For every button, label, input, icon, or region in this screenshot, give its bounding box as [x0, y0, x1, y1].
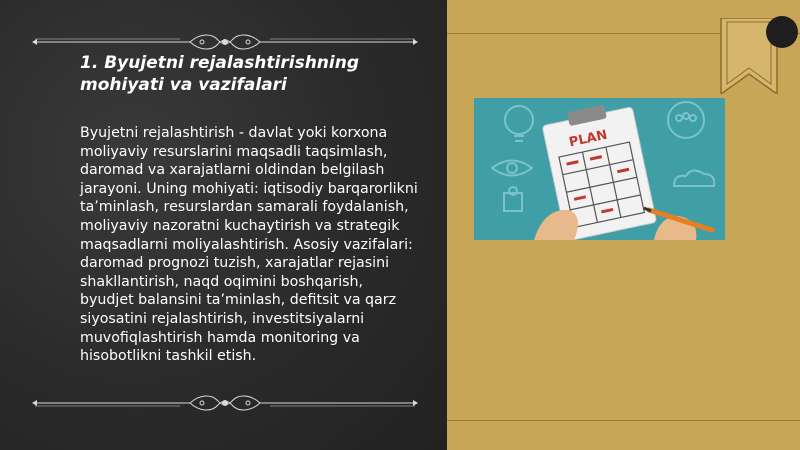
plan-illustration: [474, 98, 725, 240]
corner-dot: [766, 16, 798, 48]
frame-line-bottom: [447, 420, 800, 421]
bottom-divider-ornament: [30, 392, 420, 414]
slide-body-text: Byujetni rejalashtirish - davlat yoki korxona moliyaviy resurslarini maqsadli taqsimlash, daromad va xarajatlarni oldindan belgilash jarayoni. Uning mohiyati: iqtisodiy barqarorlikni ta’minlash, resurslardan samarali foydalanish, moliyaviy nazoratni kuchaytirish va strategik maqsadlarni moliyalashtirish. Asosiy vazifalari: daromad prognozi tuzish, xarajatlar rejasini shakllantirish, naqd oqimini boshqarish, byudjet balansini ta’minlash, defitsit va qarz siyosatini rejalashtirish, investitsiyalarni muvofiqlashtirish hamda monitoring va hisobotlikni tashkil etish.: [80, 125, 418, 365]
slide-title: 1. Byujetni rejalashtirishning mohiyati va vazifalari: [80, 53, 359, 95]
plan-label: PLAN: [567, 127, 609, 151]
top-divider-ornament: [30, 31, 420, 53]
